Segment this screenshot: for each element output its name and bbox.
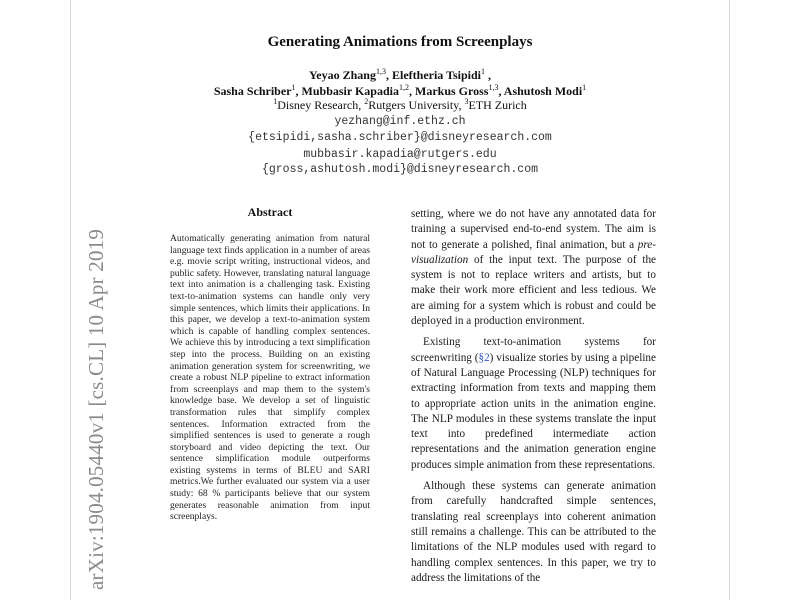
- paragraph: Although these systems can generate animation from carefully handcrafted simple sentences, translating real screenplays into coherent animation still remains a challenge. This can be attributed to the limitations of the NLP modules used with regard to handling complex sentences. In this paper, we try to address the limitations of the: [411, 480, 656, 584]
- paper-title: Generating Animations from Screenplays: [267, 34, 533, 50]
- author-name: Ashutosh Modi: [503, 84, 583, 98]
- paragraph: Existing text-to-animation systems for screenwriting (§2) visualize stories by using a pipeline of Natural Language Processing (NLP) techniques for extracting information from texts and mapping them to appropriate action units in the animation engine. The NLP modules in these systems translate the input text into predefined intermediate action representations and the animation generation engine produces simple animation from these representations.: [411, 336, 656, 471]
- author-name: Markus Gross: [415, 84, 489, 98]
- email-line: yezhang@inf.ethz.ch: [334, 115, 466, 128]
- author-name: Eleftheria Tsipidi: [391, 68, 482, 82]
- email-line: {etsipidi,sasha.schriber}@disneyresearch.com: [248, 131, 552, 144]
- abstract-heading: Abstract: [247, 205, 293, 219]
- author-line-2: Sasha Schriber$^1$, Mubbasir Kapadia$^{1,2}$, Markus Gross$^{1,3}$, Ashutosh Modi$^1$: [213, 83, 587, 98]
- affiliation: ETH Zurich: [468, 98, 527, 112]
- author-name: Mubbasir Kapadia: [301, 84, 399, 98]
- affiliation: Rutgers University: [368, 98, 459, 112]
- introduction-column: [411, 207, 656, 592]
- email-line: mubbasir.kapadia@rutgers.edu: [303, 148, 497, 161]
- abstract-text: Automatically generating animation from natural language text finds application in a number of areas e.g. movie script writing, instructional videos, and public safety. However, translating natural language text into animation is a challenging task. Existing text-to-animation systems can handle only very simple sentences, which limits their applications. In this paper, we develop a text-to-animation system which is capable of handling complex sentences. We achieve this by introducing a text simplification step into the process. Building on an existing animation generation system for screenwriting, we create a robust NLP pipeline to extract information from screenplays and map them to the system's knowledge base. We develop a set of linguistic transformation rules that simplify complex sentences. Information extracted from the simplified sentences is used to generate a rough storyboard and video depicting the text. Our sentence simplification module outperforms existing systems in terms of BLEU and SARI metrics.We further evaluated our system via a user study: 68 % participants believe that our system generates reasonable animation from input screenplays.: [170, 233, 370, 523]
- affiliation: Disney Research: [277, 98, 359, 112]
- arxiv-identifier-stamp: arXiv:1904.05440v1 [cs.CL] 10 Apr 2019: [84, 228, 108, 590]
- section-reference-link[interactable]: §2: [478, 351, 490, 364]
- author-name: Yeyao Zhang: [308, 68, 376, 82]
- affiliations: $^1$Disney Research, $^2$Rutgers University, $^3$ETH Zurich: [273, 97, 527, 112]
- author-name: Sasha Schriber: [213, 84, 292, 98]
- paragraph: setting, where we do not have any annotated data for training a supervised end-to-end system. The aim is not to generate a polished, final animation, but a pre-visualization of the input text. The purpose of the system is not to replace writers and artists, but to make their work more efficient and less tedious. We are aiming for a system which is robust and could be deployed in a production environment.: [411, 208, 656, 328]
- author-line-1: Yeyao Zhang$^{1,3}$, Eleftheria Tsipidi$^1$ ,: [308, 67, 492, 82]
- email-line: {gross,ashutosh.modi}@disneyresearch.com: [261, 163, 539, 176]
